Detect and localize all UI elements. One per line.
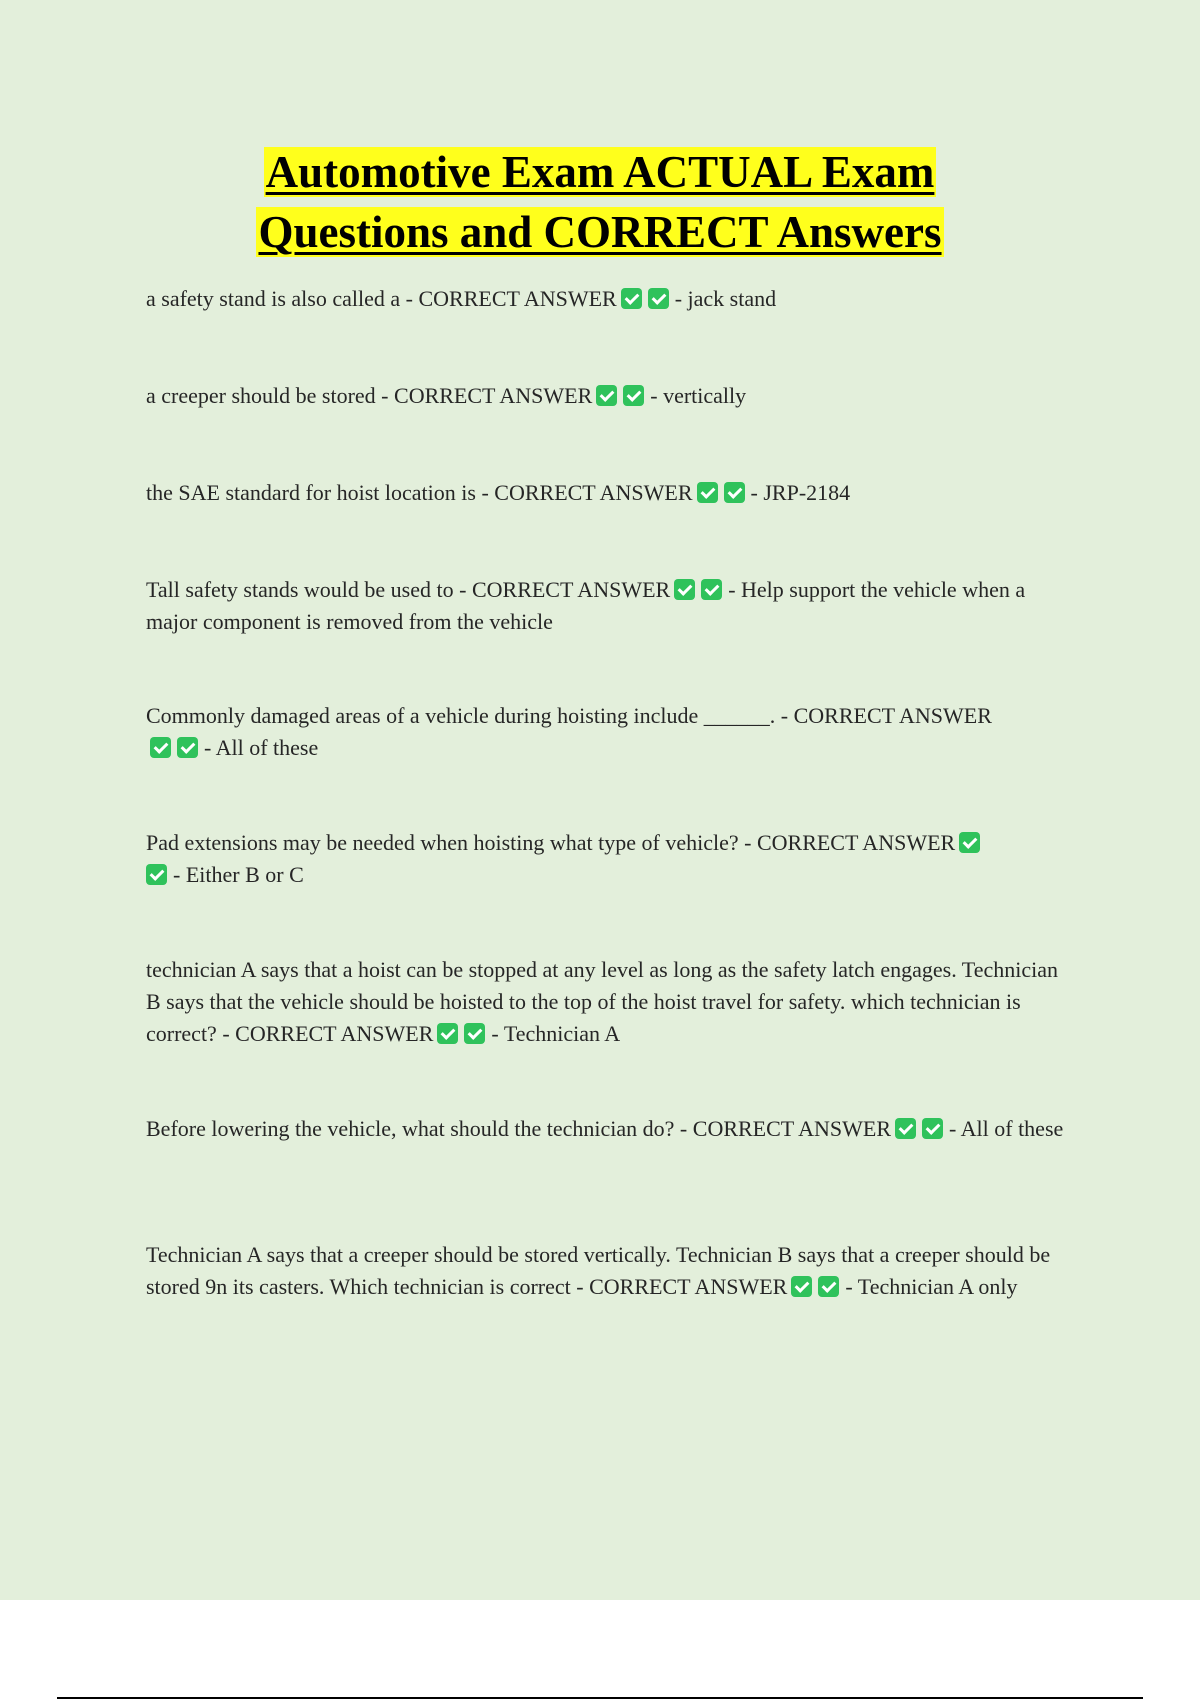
- answer-label: CORRECT ANSWER: [692, 1116, 892, 1141]
- title-line-1: Automotive Exam ACTUAL Exam: [265, 147, 935, 197]
- question-text: Commonly damaged areas of a vehicle during hoisting include ______. -: [146, 703, 794, 728]
- question-text: technician A says that a hoist can be stopped at any level as long as the safety latch engages. Technician B says that the vehicle should be hoisted to the top of the hoist travel for safety. which technician is correct? -: [146, 957, 1058, 1046]
- check-mark-icon: [146, 864, 167, 885]
- answer-text: - All of these: [204, 735, 319, 760]
- check-mark-icon: [701, 579, 722, 600]
- check-mark-icon: [895, 1118, 916, 1139]
- qa-item: [146, 1113, 1076, 1145]
- qa-item: [146, 1239, 1076, 1303]
- check-mark-icon: [648, 288, 669, 309]
- answer-label: CORRECT ANSWER: [494, 480, 693, 505]
- answer-text: - jack stand: [674, 286, 777, 311]
- answer-checkmarks: [697, 480, 751, 505]
- question-text: the SAE standard for hoist location is -: [146, 480, 495, 505]
- answer-text: - Technician A only: [845, 1274, 1018, 1299]
- check-mark-icon: [697, 482, 718, 503]
- check-mark-icon: [791, 1276, 812, 1297]
- answer-text: - All of these: [949, 1116, 1064, 1141]
- answer-text: - vertically: [650, 383, 747, 408]
- answer-text: - Technician A: [491, 1021, 621, 1046]
- check-mark-icon: [596, 385, 617, 406]
- qa-item: [146, 700, 1006, 764]
- answer-label: CORRECT ANSWER: [235, 1021, 434, 1046]
- qa-item: [146, 827, 1006, 891]
- question-text: a creeper should be stored -: [146, 383, 395, 408]
- answer-checkmarks: [596, 383, 650, 408]
- check-mark-icon: [623, 385, 644, 406]
- answer-checkmarks: [791, 1274, 845, 1299]
- answer-text: - Either B or C: [173, 862, 304, 887]
- document-title: [0, 142, 1200, 262]
- qa-item: [146, 574, 1076, 638]
- check-mark-icon: [674, 579, 695, 600]
- check-mark-icon: [724, 482, 745, 503]
- answer-label: CORRECT ANSWER: [394, 383, 593, 408]
- qa-item: [146, 954, 1076, 1050]
- check-mark-icon: [464, 1023, 485, 1044]
- question-text: Technician A says that a creeper should be stored vertically. Technician B says that a creeper should be stored 9n its casters. Which technician is correct -: [146, 1242, 1051, 1299]
- check-mark-icon: [437, 1023, 458, 1044]
- check-mark-icon: [621, 288, 642, 309]
- answer-text: - Help support the vehicle when a major component is removed from the vehicle: [146, 577, 1026, 634]
- answer-checkmarks: [621, 286, 675, 311]
- answer-checkmarks: [895, 1116, 949, 1141]
- answer-checkmarks: [150, 735, 204, 760]
- footer-divider: [57, 1697, 1143, 1699]
- question-text: Tall safety stands would be used to -: [146, 577, 472, 602]
- check-mark-icon: [818, 1276, 839, 1297]
- check-mark-icon: [922, 1118, 943, 1139]
- question-text: Pad extensions may be needed when hoisting what type of vehicle? -: [146, 830, 757, 855]
- answer-checkmarks: [674, 577, 728, 602]
- answer-label: CORRECT ANSWER: [793, 703, 992, 728]
- title-line-2: Questions and CORRECT Answers: [258, 207, 942, 257]
- qa-item: [146, 283, 1076, 315]
- qa-item: [146, 477, 1076, 509]
- answer-label: CORRECT ANSWER: [589, 1274, 788, 1299]
- answer-text: - JRP-2184: [750, 480, 851, 505]
- question-text: Before lowering the vehicle, what should the technician do? -: [146, 1116, 693, 1141]
- check-mark-icon: [150, 737, 171, 758]
- question-text: a safety stand is also called a -: [146, 286, 419, 311]
- answer-checkmarks: [437, 1021, 491, 1046]
- check-mark-icon: [959, 832, 980, 853]
- check-mark-icon: [177, 737, 198, 758]
- answer-label: CORRECT ANSWER: [471, 577, 671, 602]
- answer-label: CORRECT ANSWER: [756, 830, 956, 855]
- answer-label: CORRECT ANSWER: [418, 286, 617, 311]
- qa-item: [146, 380, 1076, 412]
